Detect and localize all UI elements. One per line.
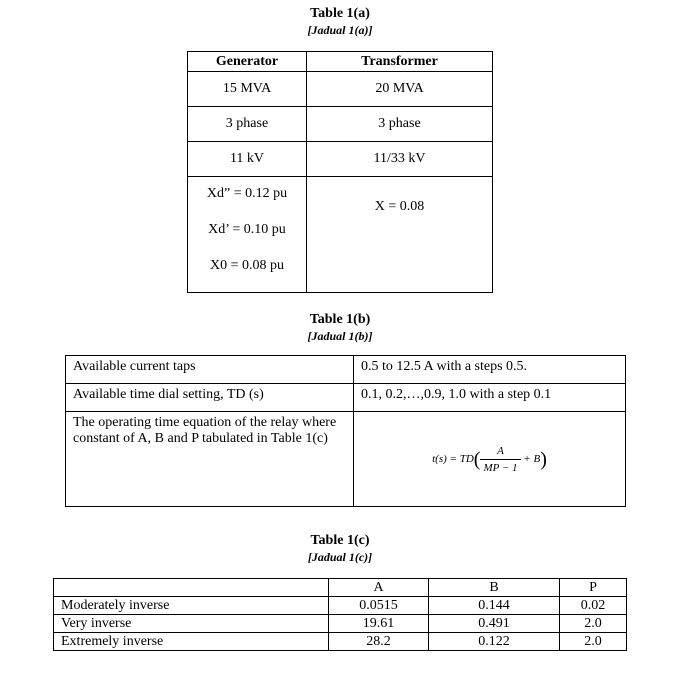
cell: 15 MVA — [188, 72, 307, 107]
table-row — [54, 633, 627, 651]
formula-fraction — [480, 443, 520, 476]
row-label: Available current taps — [66, 356, 354, 384]
cell: 28.2 — [329, 633, 429, 651]
table-row — [66, 384, 626, 412]
formula-lhs: t(s) = TD — [432, 452, 474, 465]
cell: 0.0515 — [329, 597, 429, 615]
formula-numerator: A — [480, 443, 520, 460]
reactance-subtransient: Xd” = 0.12 pu — [206, 186, 288, 201]
transformer-reactance: X = 0.08 — [307, 177, 493, 293]
table-1c — [53, 578, 627, 651]
header-blank — [54, 579, 329, 597]
curve-name: Extremely inverse — [54, 633, 329, 651]
row-value: 0.5 to 12.5 A with a steps 0.5. — [354, 356, 626, 384]
table-1b — [65, 355, 626, 507]
table-1b-title: Table 1(b) — [309, 312, 371, 327]
table-1c-subtitle: [Jadual 1(c)] — [307, 550, 373, 564]
cell: 2.0 — [560, 633, 627, 651]
table-row — [66, 412, 626, 507]
table-row — [188, 52, 493, 72]
table-1c-title: Table 1(c) — [310, 533, 370, 548]
generator-reactance-cell — [188, 177, 307, 293]
reactance-transient: Xd’ = 0.10 pu — [208, 222, 286, 237]
header-p: P — [560, 579, 627, 597]
row-value: 0.1, 0.2,…,0.9, 1.0 with a step 0.1 — [354, 384, 626, 412]
relay-time-formula: t(s) = TD( $\frac{A}{MP - 1}$ + B) — [354, 412, 626, 507]
table-1b-subtitle: [Jadual 1(b)] — [307, 329, 373, 343]
header-generator: Generator — [188, 52, 307, 72]
row-label: The operating time equation of the relay where constant of A, B and P tabulated in Table 1(c) — [66, 412, 354, 507]
cell: 2.0 — [560, 615, 627, 633]
formula-tail: + B — [523, 452, 541, 465]
row-label: Available time dial setting, TD (s) — [66, 384, 354, 412]
table-1b-caption — [0, 311, 680, 345]
table-row — [188, 142, 493, 177]
reactance-zero-seq: X0 = 0.08 pu — [209, 258, 284, 273]
formula-denominator: MP − 1 — [483, 461, 518, 474]
table-row — [188, 72, 493, 107]
cell: 3 phase — [188, 107, 307, 142]
table-row — [188, 177, 493, 293]
cell: 3 phase — [307, 107, 493, 142]
table-1a-subtitle: [Jadual 1(a)] — [307, 23, 373, 37]
curve-name: Moderately inverse — [54, 597, 329, 615]
table-row — [188, 107, 493, 142]
curve-name: Very inverse — [54, 615, 329, 633]
table-1a — [187, 51, 493, 293]
cell: 20 MVA — [307, 72, 493, 107]
table-row — [54, 615, 627, 633]
table-1a-title: Table 1(a) — [310, 6, 370, 21]
header-a: A — [329, 579, 429, 597]
header-b: B — [429, 579, 560, 597]
cell: 11 kV — [188, 142, 307, 177]
cell: 0.122 — [429, 633, 560, 651]
cell: 0.02 — [560, 597, 627, 615]
cell: 19.61 — [329, 615, 429, 633]
table-1a-caption — [0, 5, 680, 39]
table-row — [54, 597, 627, 615]
table-row — [66, 356, 626, 384]
table-row — [54, 579, 627, 597]
table-1c-caption — [0, 532, 680, 566]
cell: 0.144 — [429, 597, 560, 615]
cell: 0.491 — [429, 615, 560, 633]
cell: 11/33 kV — [307, 142, 493, 177]
header-transformer: Transformer — [307, 52, 493, 72]
